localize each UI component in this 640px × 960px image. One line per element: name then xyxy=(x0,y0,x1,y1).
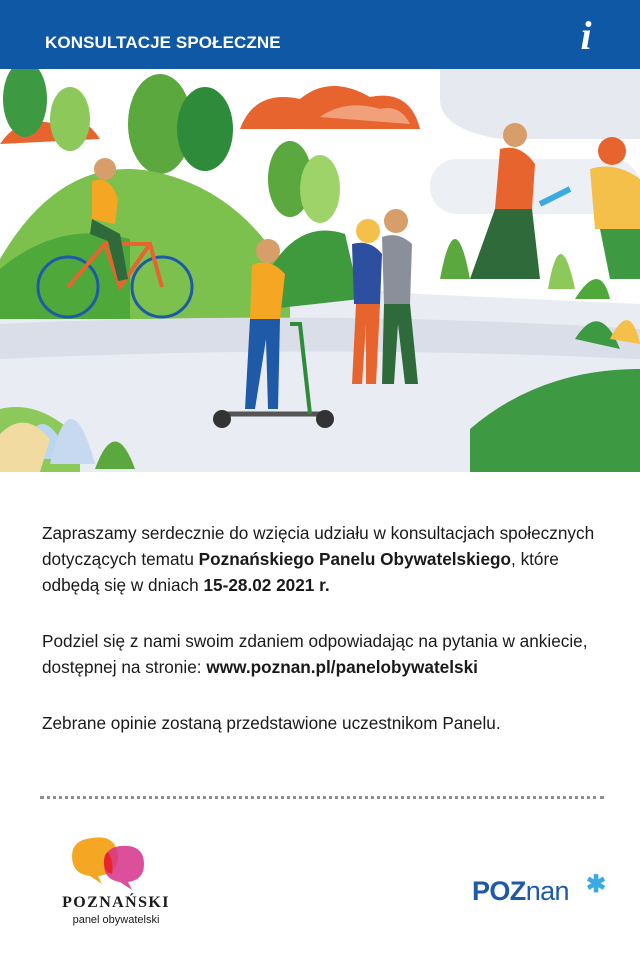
paragraph-invitation xyxy=(42,520,602,598)
text-panel-name: Poznańskiego Panelu Obywatelskiego xyxy=(198,549,512,569)
survey-link[interactable]: www.poznan.pl/panelobywatelski xyxy=(206,657,478,677)
text-opinions: Zebrane opinie zostaną przedstawione uczestnikom Panelu. xyxy=(42,713,501,733)
header-title: KONSULTACJE SPOŁECZNE xyxy=(45,33,281,52)
header-bar xyxy=(0,0,640,69)
info-icon[interactable]: i xyxy=(580,13,592,58)
poznanski-panel-logo xyxy=(58,832,188,932)
text-survey: Podziel się z nami swoim zdaniem odpowiadając na pytania w ankiecie, dostępnej na stronie: xyxy=(42,631,588,677)
text-dates-intro: , które odbędą się w dniach xyxy=(42,549,559,595)
paragraph-survey xyxy=(42,628,602,680)
star-icon: ✱ xyxy=(586,871,607,898)
poznan-city-logo xyxy=(472,871,612,916)
dotted-divider xyxy=(40,796,604,799)
paragraph-opinions xyxy=(42,710,602,736)
body-text xyxy=(42,520,602,766)
right-logo-upper: POZ xyxy=(472,876,526,906)
speech-bubbles-icon xyxy=(58,832,174,892)
left-logo-word: POZNAŃSKI xyxy=(62,894,170,911)
text-dates: 15-28.02 2021 r. xyxy=(203,575,330,595)
hero-illustration xyxy=(0,69,640,472)
text-invite: Zapraszamy serdecznie do wzięcia udziału w konsultacjach społecznych dotyczących tematu xyxy=(42,523,595,569)
right-logo-lower: nan xyxy=(525,876,569,906)
left-logo-sub: panel obywatelski xyxy=(72,914,160,926)
